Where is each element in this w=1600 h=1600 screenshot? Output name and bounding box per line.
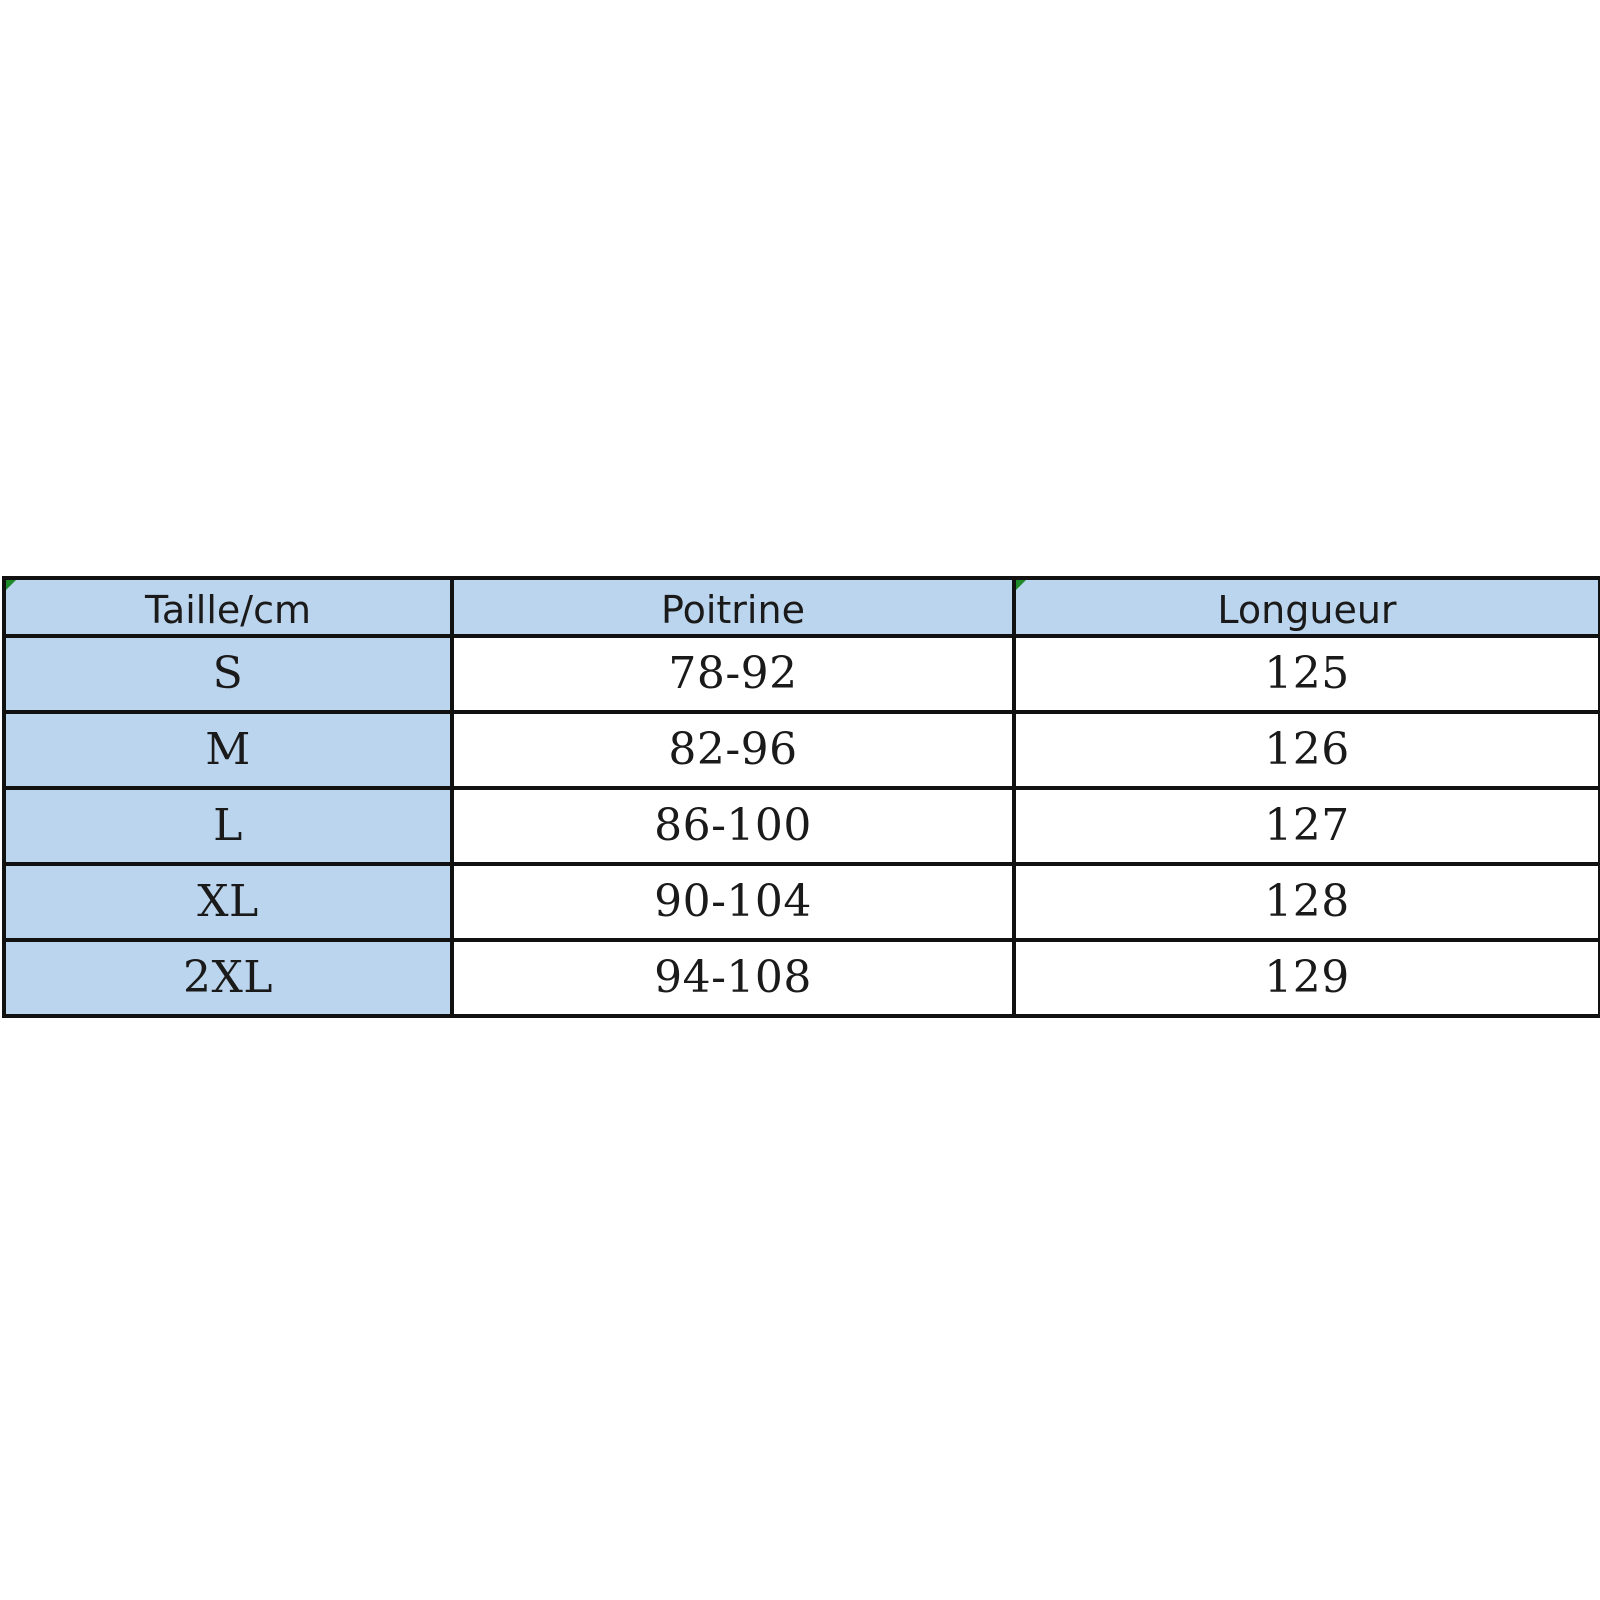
table-header (4, 578, 1600, 636)
header-size-label: Taille/cm (145, 588, 311, 632)
header-chest (452, 578, 1014, 636)
table-row (4, 788, 1600, 864)
length-cell: 128 (1014, 864, 1600, 940)
chest-cell: 78-92 (452, 636, 1014, 712)
length-cell: 129 (1014, 940, 1600, 1016)
table-row (4, 940, 1600, 1016)
table-row (4, 712, 1600, 788)
table-body (4, 636, 1600, 1016)
header-length (1014, 578, 1600, 636)
header-row (4, 578, 1600, 636)
length-cell: 125 (1014, 636, 1600, 712)
chest-cell: 82-96 (452, 712, 1014, 788)
chest-cell: 94-108 (452, 940, 1014, 1016)
header-length-label: Longueur (1217, 588, 1397, 632)
header-chest-label: Poitrine (661, 588, 805, 632)
chest-cell: 86-100 (452, 788, 1014, 864)
size-cell: L (4, 788, 452, 864)
size-cell: M (4, 712, 452, 788)
size-chart-table (2, 576, 1600, 1018)
chest-cell: 90-104 (452, 864, 1014, 940)
length-cell: 126 (1014, 712, 1600, 788)
cell-corner-marker (1016, 580, 1026, 590)
size-cell: S (4, 636, 452, 712)
header-size (4, 578, 452, 636)
cell-corner-marker (6, 580, 16, 590)
size-cell: XL (4, 864, 452, 940)
size-cell: 2XL (4, 940, 452, 1016)
table-row (4, 864, 1600, 940)
length-cell: 127 (1014, 788, 1600, 864)
table-row (4, 636, 1600, 712)
